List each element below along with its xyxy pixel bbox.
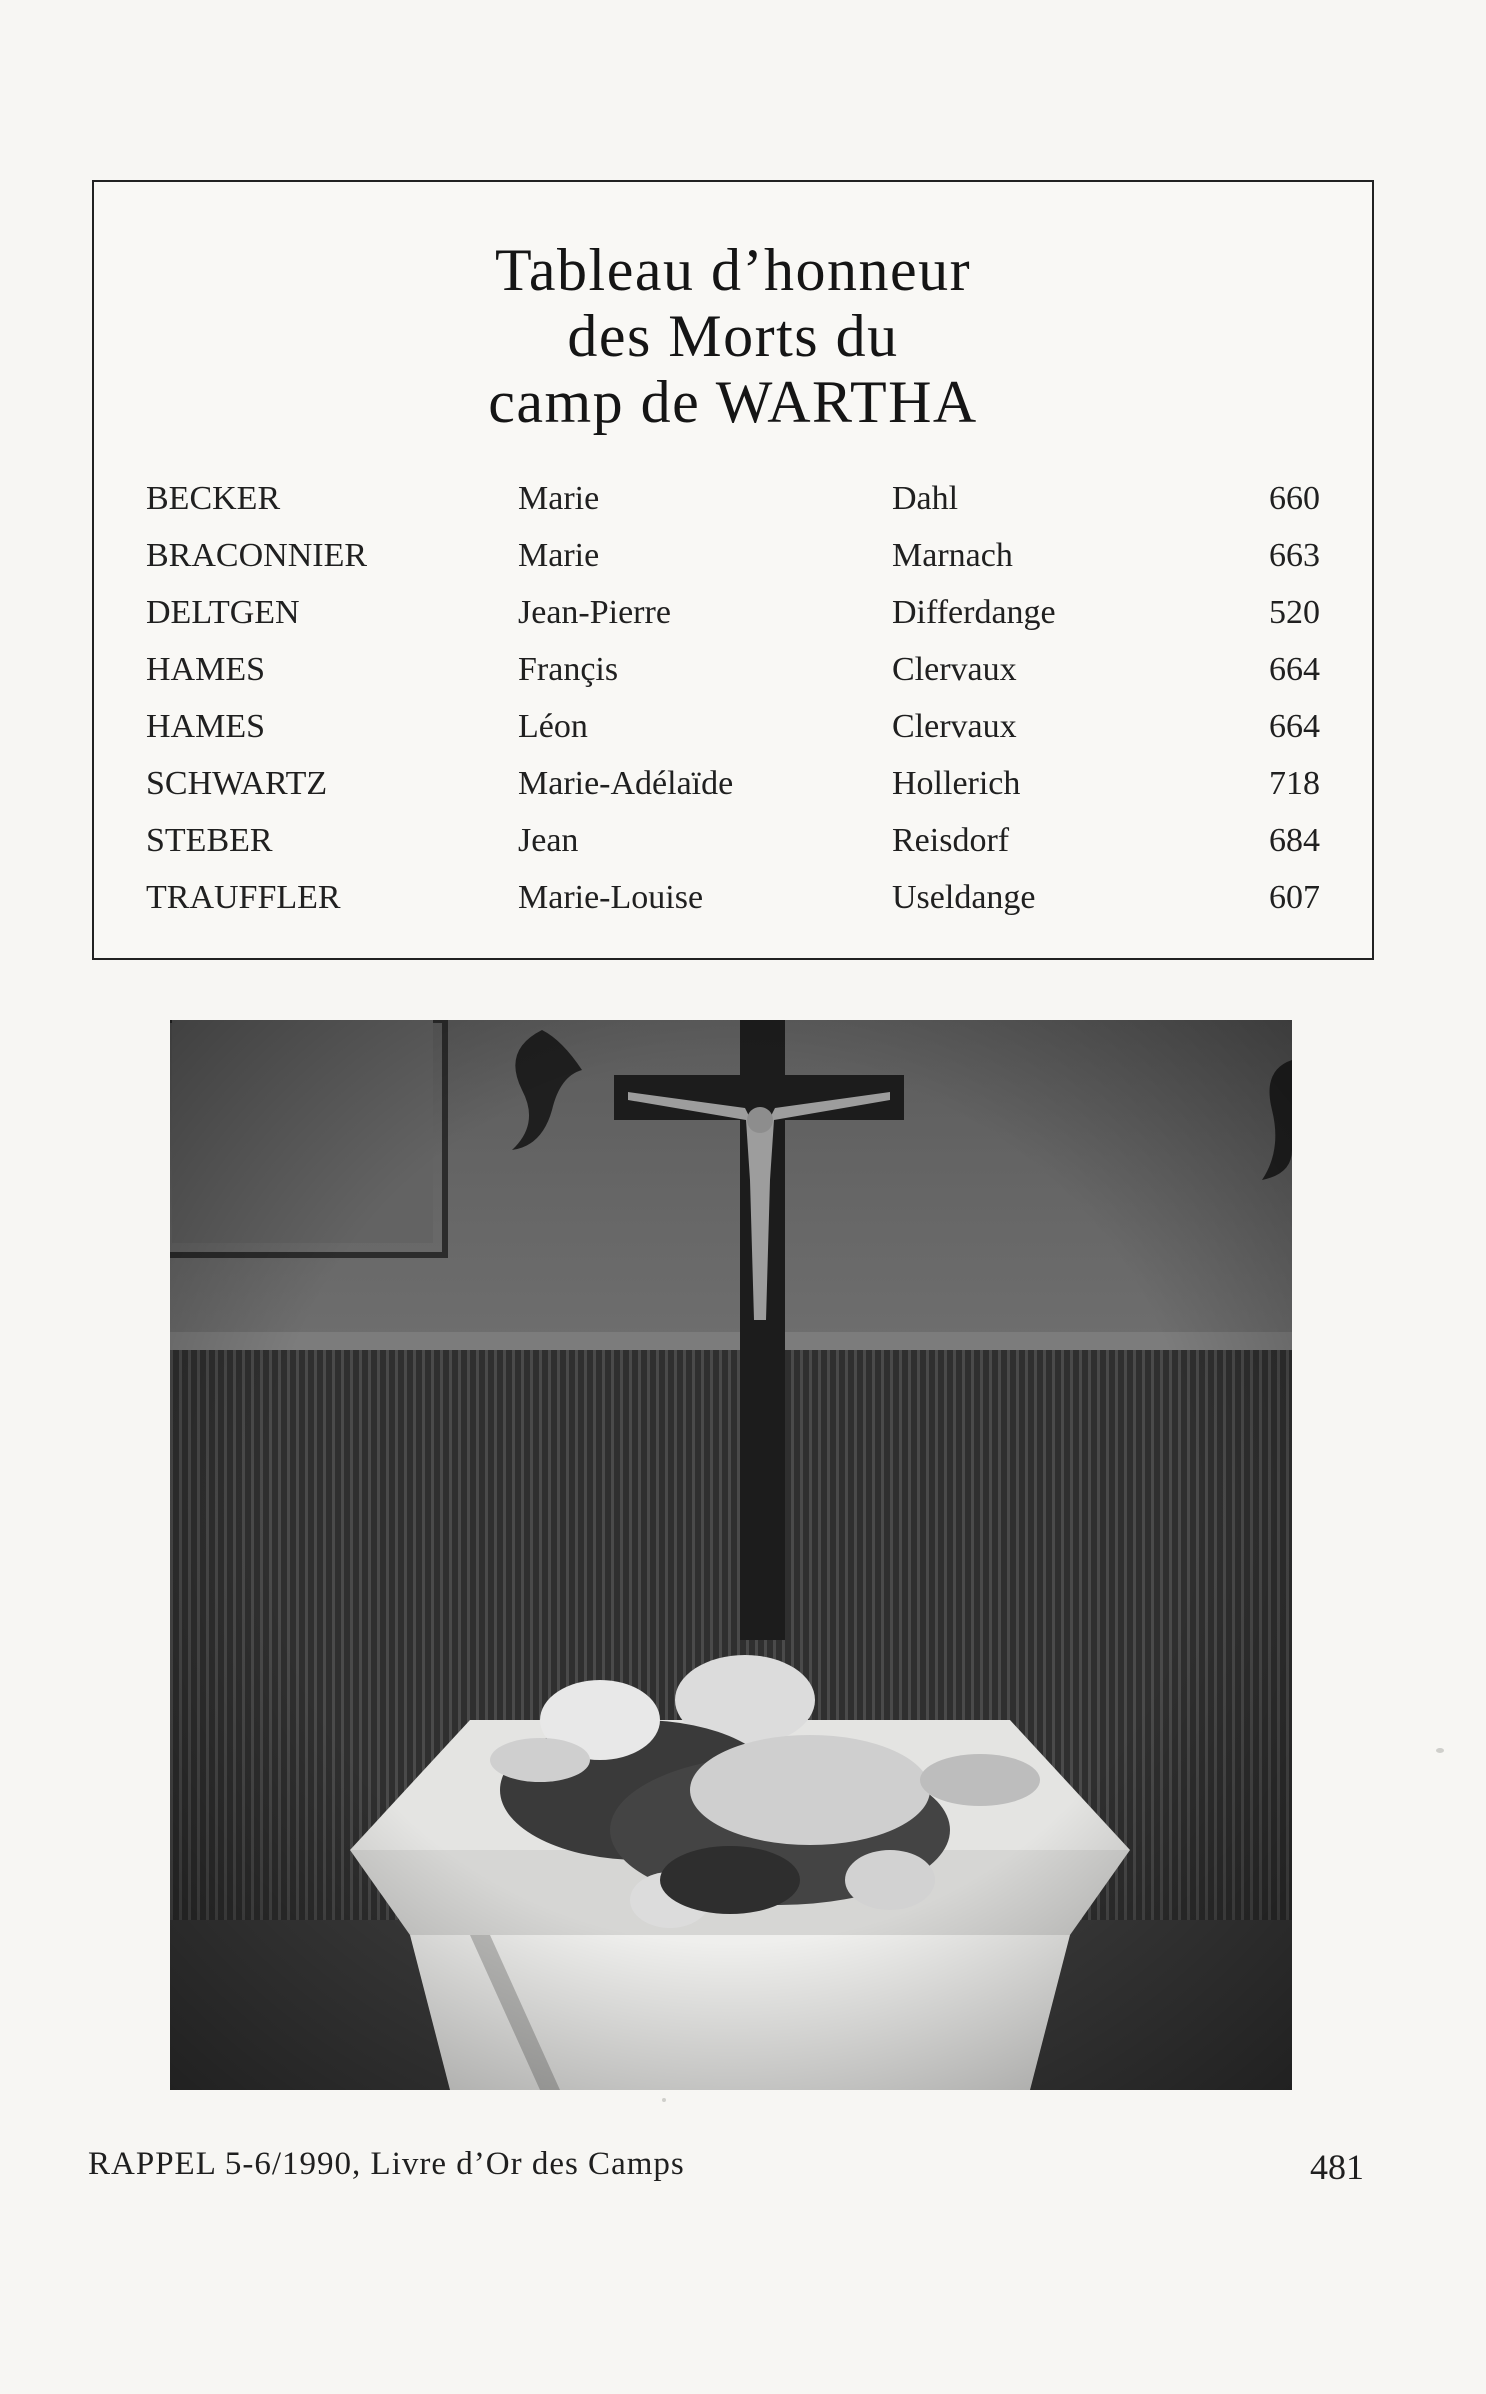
honor-roll-row [146,537,1320,594]
first-name: Marie-Louise [518,879,704,916]
footer-source: RAPPEL 5-6/1990, Livre d’Or des Camps [88,2146,685,2182]
place: Useldange [892,879,1036,916]
honor-roll-row [146,708,1320,765]
first-name: Léon [518,708,588,745]
page-speck [662,2098,666,2102]
surname: DELTGEN [146,594,300,631]
first-name: Françis [518,651,619,688]
first-name: Marie-Adélaïde [518,765,734,802]
surname: BECKER [146,480,281,517]
title-line: des Morts du [567,303,899,369]
title-line: Tableau d’honneur [494,237,972,303]
surname: HAMES [146,708,266,745]
first-name: Marie [518,480,600,517]
number: 660 [1269,480,1320,517]
number: 607 [1269,879,1320,916]
first-name: Jean [518,822,579,859]
honor-roll-title [94,237,1372,435]
number: 684 [1269,822,1320,859]
number: 663 [1269,537,1320,574]
page-speck [1436,1748,1444,1753]
surname: SCHWARTZ [146,765,328,802]
place: Marnach [892,537,1013,574]
honor-roll-list [146,480,1320,936]
surname: BRACONNIER [146,537,368,574]
first-name: Jean-Pierre [518,594,671,631]
title-line: camp de WARTHA [488,369,978,435]
place: Dahl [892,480,959,517]
honor-roll-row [146,594,1320,651]
place: Hollerich [892,765,1021,802]
place: Clervaux [892,708,1017,745]
number: 718 [1269,765,1320,802]
honor-roll-row [146,822,1320,879]
place: Clervaux [892,651,1017,688]
page-number: 481 [1310,2147,1364,2187]
place: Differdange [892,594,1056,631]
place: Reisdorf [892,822,1010,859]
honor-roll-row [146,480,1320,537]
number: 520 [1269,594,1320,631]
surname: HAMES [146,651,266,688]
surname: TRAUFFLER [146,879,341,916]
honor-roll-row [146,651,1320,708]
surname: STEBER [146,822,273,859]
memorial-photograph [170,1020,1292,2090]
first-name: Marie [518,537,600,574]
number: 664 [1269,651,1320,688]
number: 664 [1269,708,1320,745]
honor-roll-row [146,765,1320,822]
honor-roll-frame [92,180,1374,960]
honor-roll-row [146,879,1320,936]
